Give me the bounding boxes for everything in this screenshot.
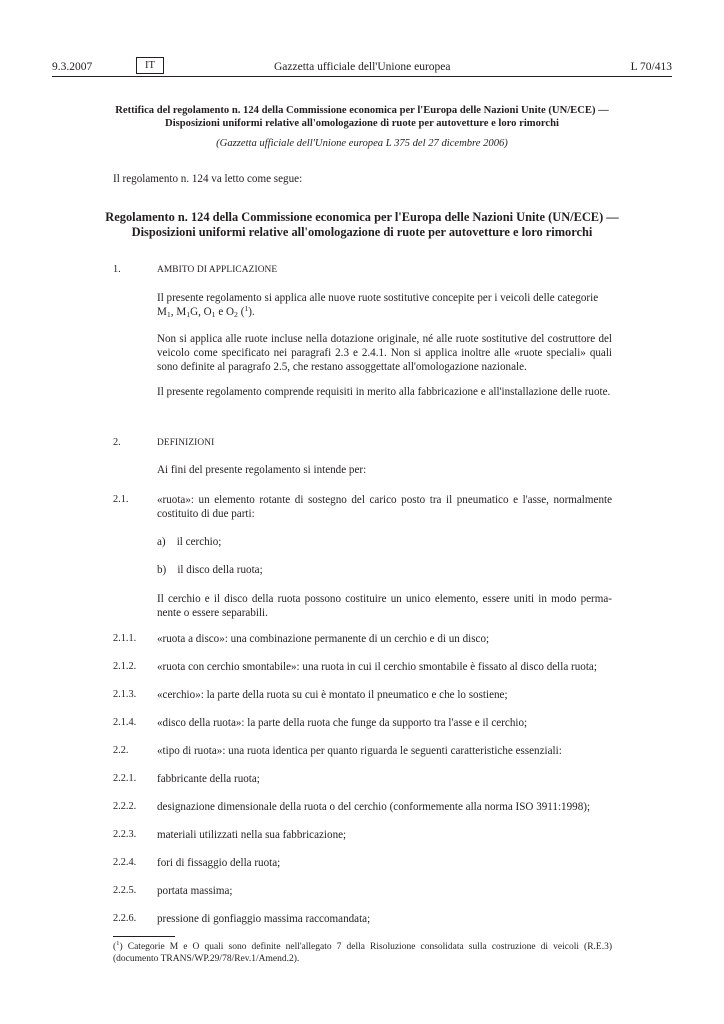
definition-text: «disco della ruota»: la parte della ruota che funge da supporto tra l'asse e il cerchio; [157, 717, 528, 729]
item-number: 2.2.5. [113, 885, 137, 896]
definition-text: fori di fissaggio della ruota; [157, 857, 281, 869]
paragraph-line: Il presente regolamento si applica alle nuove ruote sostitutive concepite per i veicoli delle categorie [157, 292, 599, 304]
definition-text: «tipo di ruota»: una ruota identica per quanto riguarda le seguenti caratteristiche essenziali: [157, 745, 562, 757]
vehicle-categories: $M_1$, $M_1G$, $O_1$ e $O_2$ ($^1$). [157, 304, 255, 319]
item-number: 2.2.1. [113, 773, 137, 784]
item-number: 2.1. [113, 494, 129, 505]
header-rule [52, 76, 672, 77]
definition-text: designazione dimensionale della ruota o del cerchio (conformemente alla norma ISO 3911:1998); [157, 801, 591, 813]
item-number: 2.1.4. [113, 717, 137, 728]
definition-text: «cerchio»: la parte della ruota su cui è montato il pneumatico e che lo sostiene; [157, 689, 508, 701]
item-number: 2.1.3. [113, 689, 137, 700]
definition-text: «ruota»: un elemento rotante di sostegno del carico posto tra il pneumatico e l'asse, normalmente costituito di due parti: [157, 494, 612, 520]
journal-title: Gazzetta ufficiale dell'Unione europea [274, 61, 451, 73]
rectification-intro: Il regolamento n. 124 va letto come segue: [113, 173, 303, 185]
regulation-title-line2: Disposizioni uniformi relative all'omologazione di ruote per autovetture e loro rimorchi [131, 225, 593, 239]
section-heading: DEFINIZIONI [157, 438, 215, 448]
rectification-title-line2: Disposizioni uniformi relative all'omologazione di ruote per autovetture e loro rimorchi [165, 118, 559, 129]
list-item: a) il cerchio; [157, 536, 222, 548]
section-number: 2. [113, 437, 121, 448]
language-badge: IT [136, 57, 164, 74]
section-number: 1. [113, 264, 121, 275]
rectification-source: (Gazzetta ufficiale dell'Unione europea L 375 del 27 dicembre 2006) [216, 138, 508, 149]
definition-text: «ruota a disco»: una combinazione permanente di un cerchio e di un disco; [157, 633, 490, 645]
paragraph: Il presente regolamento comprende requisiti in merito alla fabbricazione e all'installazione delle ruote. [157, 386, 611, 398]
item-number: 2.2.2. [113, 801, 137, 812]
footnote-text: Categorie M e O quali sono definite nell'allegato 7 della Risoluzione consolidata sulla costruzione di veicoli (R.E.3) (documento TRANS/WP.29/78/Rev.1/Amend.2). [113, 942, 612, 964]
section-heading: AMBITO DI APPLICAZIONE [157, 265, 278, 275]
header-date: 9.3.2007 [52, 61, 93, 73]
definition-text: «ruota con cerchio smontabile»: una ruota in cui il cerchio smontabile è fissato al disco della ruota; [157, 661, 597, 673]
footnote: ($^1$) Categorie M e O quali sono definite nell'allegato 7 della Risoluzione consolidata sulla costruzione di veicoli (R.E.3) (documento TRANS/WP.29/78/Rev.1/Amend.2). [113, 940, 612, 964]
paragraph: Non si applica alle ruote incluse nella dotazione originale, né alle ruote sostitutive del costruttore del veicolo come specificato nei paragrafi 2.3 e 2.4.1. Non si applica inoltre alle «ruote speciali» quali sono definite al paragrafo 2.5, che restano assoggettate all'omologazione nazionale. [157, 333, 612, 373]
regulation-title-line1: Regolamento n. 124 della Commissione economica per l'Europa delle Nazioni Unite (UN/ECE) — [105, 210, 619, 224]
footnote-reference[interactable]: 1 [244, 304, 249, 313]
footnote-rule [113, 936, 175, 937]
item-number: 2.2. [113, 745, 129, 756]
footnote-marker: 1 [116, 940, 120, 947]
list-item: b) il disco della ruota; [157, 564, 263, 576]
definition-text: fabbricante della ruota; [157, 773, 260, 785]
paragraph: Ai fini del presente regolamento si intende per: [157, 464, 367, 476]
item-number: 2.1.1. [113, 633, 137, 644]
item-number: 2.1.2. [113, 661, 137, 672]
item-number: 2.2.3. [113, 829, 137, 840]
page-reference: L 70/413 [630, 61, 672, 73]
definition-text: portata massima; [157, 885, 233, 897]
item-number: 2.2.4. [113, 857, 137, 868]
definition-text: pressione di gonfiaggio massima raccomandata; [157, 913, 371, 925]
rectification-title-line1: Rettifica del regolamento n. 124 della Commissione economica per l'Europa delle Nazioni Unite (UN/ECE) — [115, 105, 609, 116]
item-number: 2.2.6. [113, 913, 137, 924]
definition-text: materiali utilizzati nella sua fabbricazione; [157, 829, 347, 841]
paragraph: Il cerchio e il disco della ruota possono costituire un unico elemento, essere uniti in modo perma-nente o essere separabili. [157, 593, 612, 619]
paragraph [157, 291, 612, 319]
